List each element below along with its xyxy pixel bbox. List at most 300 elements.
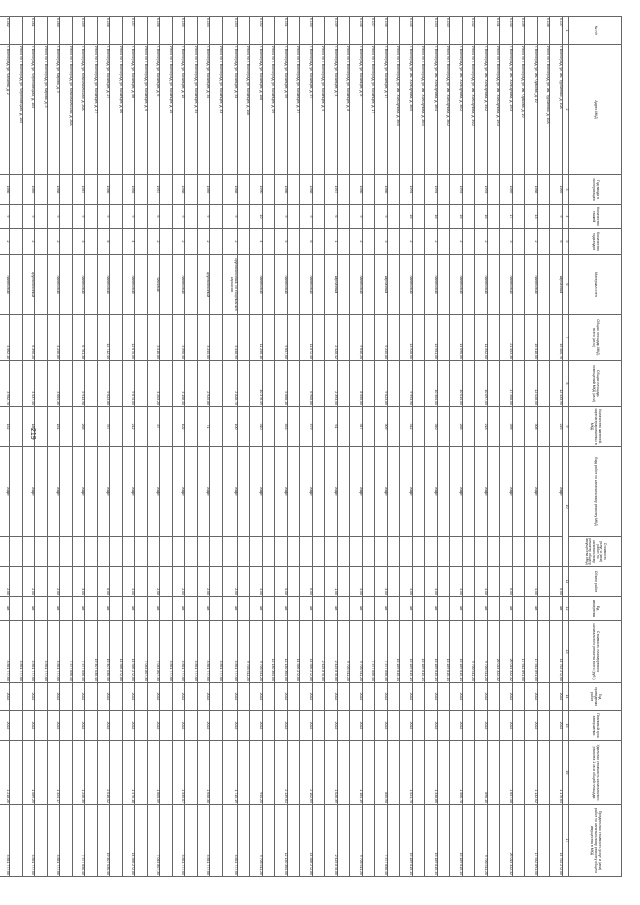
cell-ta [110,315,123,361]
cell-cost: 9 705 511,20 [338,621,351,683]
cell-yr [35,683,48,711]
cell-max: 9 700 511,20 [475,805,488,877]
cell-res: 181 [48,407,61,447]
cell-year [238,175,251,205]
cell-ta [185,315,198,361]
cell-yr: 2022 [475,683,488,711]
cell-la [438,361,451,407]
cell-fl [210,205,223,229]
cell-ent [538,229,551,255]
cell-vol: 6,00 [500,567,513,597]
cell-la: 2 828,70 [223,361,238,407]
cell-n [185,17,198,45]
cell-mat [10,255,23,315]
cell-spec: 1 338,86 [425,741,438,805]
cell-res [185,407,198,447]
cell-addr: Итого по г. Волгоград, ул. им. Турбинная, д. 10А [538,45,551,175]
cell-max [288,805,301,877]
cell-ta: 4 246,80 [48,315,61,361]
cell-ta: 6 761,38 [73,315,86,361]
cell-max: 7 377 656,40 [73,805,86,877]
table-row [98,17,111,877]
cell-end: 2022 [73,711,86,741]
cell-yr: 2022 [325,683,338,711]
cell-addr: Итого по г. Волгоград, ул. Качинцев, д. 33 [210,45,223,175]
cell-n [388,17,401,45]
table-row [48,17,61,877]
cell-empty [85,537,98,567]
cell-n [475,17,488,45]
cell-end: 2022 [550,711,563,741]
cell-fl [438,205,451,229]
cell-max [463,805,476,877]
cell-fl: 16 [475,205,488,229]
cell-fl [238,205,251,229]
cell-unit [185,597,198,621]
column-header: Стоимость планируемого капитального ремонта всего (руб.) [569,621,622,683]
cell-ta [135,315,148,361]
cell-mat: панельный [275,255,288,315]
cell-year: 1969 [550,175,563,205]
cell-end: 2022 [275,711,288,741]
cell-n: 6.142 [463,17,476,45]
cell-ent [463,229,476,255]
cell-empty [275,537,288,567]
cell-max [388,805,401,877]
cell-ta: 11 872,40 [300,315,313,361]
cell-empty [475,537,488,567]
cell-work: лифт [500,447,513,537]
cell-fl: 13 [525,205,538,229]
cell-ent [513,229,526,255]
cell-la: 10 404,00 [425,361,438,407]
column-number: 17 [563,805,569,877]
cell-empty [98,537,111,567]
cell-empty [525,537,538,567]
cell-spec: 1 657,58 [500,741,513,805]
cell-unit [10,597,23,621]
table-row [23,17,36,877]
cell-unit: шт. [450,597,463,621]
cell-addr: Итого по г. Волгоград, ул. им. Чуйкова, д. 10 [513,45,526,175]
cell-year [85,175,98,205]
cell-end [413,711,426,741]
cell-ent: 3 [375,229,388,255]
cell-ta: 3 245,00 [198,315,211,361]
cell-max [60,805,73,877]
cell-spec [110,741,123,805]
table-row [10,17,23,877]
cell-spec [85,741,98,805]
column-header: № п/п [569,17,622,45]
cell-n: 6.155 [173,17,186,45]
cell-res [363,407,376,447]
cell-ent: 2 [148,229,161,255]
cell-yr: 2022 [98,683,111,711]
cell-vol: 4,00 [425,567,438,597]
cell-ent: 2 [223,229,238,255]
cell-end: 2022 [223,711,238,741]
table-row [500,17,513,877]
cell-end [85,711,98,741]
cell-la [60,361,73,407]
cell-spec: 944,25 [250,741,263,805]
cell-cost: 7 377 656,40 [375,621,388,683]
column-header: Материал стен [569,255,622,315]
cell-work: лифт [73,447,86,537]
cell-vol: 4,00 [250,567,263,597]
cell-year: 1957 [148,175,161,205]
table-row [0,17,10,877]
cell-spec: 1 218,26 [0,741,10,805]
cell-empty [23,537,36,567]
cell-mat [463,255,476,315]
cell-fl [60,205,73,229]
cell-ent [210,229,223,255]
table-row [525,17,538,877]
cell-addr: Итого по г. Волгоград, ул. им. Хользунова, д. 34/2 [463,45,476,175]
cell-cost: 4 851 777,60 [160,621,173,683]
cell-work [363,447,376,537]
cell-empty [463,537,476,567]
cell-res [338,407,351,447]
cell-addr: Итого по г. Волгоград, ул. Качинцев, д. 27 [85,45,98,175]
cell-fl: 9 [275,205,288,229]
cell-n: 6.162 [0,17,10,45]
cell-max: 15 189 815,14 [425,805,438,877]
table-row [425,17,438,877]
cell-spec [338,741,351,805]
cell-work [388,447,401,537]
cell-unit: шт. [48,597,61,621]
cell-max: 14 752 272,00 [550,805,563,877]
cell-addr: Итого по г. Волгоград, ул. им. Хользунова, д. 19/3 [488,45,501,175]
cell-res: 479 [300,407,313,447]
cell-ent: 2 [173,229,186,255]
cell-max [160,805,173,877]
cell-res: 309 [375,407,388,447]
cell-spec: 855,90 [375,741,388,805]
cell-unit [388,597,401,621]
table-row [375,17,388,877]
cell-vol [85,567,98,597]
column-number: 5 [563,229,569,255]
cell-ent: 4 [123,229,136,255]
cell-vol: 4,00 [450,567,463,597]
cell-work: лифт [375,447,388,537]
cell-n: 6.144 [425,17,438,45]
cell-vol: 2,00 [148,567,161,597]
cell-res: 71 [198,407,211,447]
cell-yr: 2022 [198,683,211,711]
cell-unit [35,597,48,621]
cell-mat [513,255,526,315]
cell-n [288,17,301,45]
cell-n: 6.152 [250,17,263,45]
cell-unit [238,597,251,621]
cell-empty [338,537,351,567]
cell-vol: 2,00 [173,567,186,597]
cell-res: 102 [173,407,186,447]
cell-max: 19 407 030,40 [98,805,111,877]
cell-n [263,17,276,45]
cell-cost: 26 014 322,32 [488,621,501,683]
cell-ent [60,229,73,255]
cell-max [488,805,501,877]
cell-addr: Итого по г. Волгоград, ул. им. Хользунова, д. 36/4 [413,45,426,175]
cell-unit: шт. [300,597,313,621]
cell-cost: 4 851 777,60 [210,621,223,683]
column-header: Адрес МКД [569,45,622,175]
cell-vol: 3,00 [375,567,388,597]
cell-yr: 2022 [375,683,388,711]
cell-addr: г. Волгоград, ул. Качинцев, д. 34 [198,45,211,175]
cell-spec: 1 324,17 [48,741,61,805]
table-row [223,17,238,877]
cell-work: лифт [325,447,338,537]
cell-yr [263,683,276,711]
cell-la: 17 400,00 [500,361,513,407]
cell-vol [160,567,173,597]
table-row [313,17,326,877]
column-header: Объем работ [569,567,622,597]
cell-vol: 8,00 [98,567,111,597]
cell-max [263,805,276,877]
cell-max [413,805,426,877]
cell-mat: панельный [400,255,413,315]
cell-ent [313,229,326,255]
cell-ta [488,315,501,361]
cell-la [463,361,476,407]
cell-la: 12 028,00 [525,361,538,407]
cell-res: 453 [275,407,288,447]
cell-ta [210,315,223,361]
table-row [338,17,351,877]
cell-ta: 12 670,00 [123,315,136,361]
cell-cost: 7 377 656,40 [73,621,86,683]
cell-res: 312 [400,407,413,447]
cell-spec: 896,15 [475,741,488,805]
table-row [550,17,563,877]
cell-spec [538,741,551,805]
cell-end [210,711,223,741]
cell-yr: 2022 [525,683,538,711]
cell-end [135,711,148,741]
cell-year: 1989 [198,175,211,205]
cell-mat: кирпичный [375,255,388,315]
cell-yr: 2022 [300,683,313,711]
cell-cost: 4 851 777,60 [35,621,48,683]
cell-end: 2022 [350,711,363,741]
cell-n: 6.147 [363,17,376,45]
cell-n: 6.158 [98,17,111,45]
cell-yr [60,683,73,711]
cell-addr: г. Волгоград, ул. им. Турбинная, д. 10А [550,45,563,175]
cell-empty [198,537,211,567]
cell-vol [313,567,326,597]
cell-empty [35,537,48,567]
cell-cost: 15 189 815,14 [438,621,451,683]
cell-res [438,407,451,447]
cell-end [185,711,198,741]
cell-n [450,17,463,45]
table-row [413,17,426,877]
cell-yr: 2022 [173,683,186,711]
cell-unit: шт. [275,597,288,621]
table-row [123,17,136,877]
cell-vol: 6,00 [550,567,563,597]
cell-ta: 3 590,40 [173,315,186,361]
cell-work [210,447,223,537]
cell-work: лифт [223,447,238,537]
cell-empty [538,537,551,567]
cell-vol [10,567,23,597]
cell-yr: 2022 [500,683,513,711]
cell-addr: г. Волгоград, ул. им. Хользунова, д. 19/3 [500,45,513,175]
cell-ta [463,315,476,361]
cell-end [513,711,526,741]
cell-ta [388,315,401,361]
cell-yr: 2022 [275,683,288,711]
cell-yr [160,683,173,711]
cell-end [388,711,401,741]
cell-max [10,805,23,877]
cell-res [160,407,173,447]
cell-fl [413,205,426,229]
column-header: Общая площадь МКД, всего (кв.м) [569,315,622,361]
cell-work [85,447,98,537]
cell-end: 2022 [0,711,10,741]
cell-yr [313,683,326,711]
cell-unit: шт. [198,597,211,621]
cell-fl: 10 [250,205,263,229]
cell-ta [413,315,426,361]
cell-work: лифт [23,447,36,537]
cell-ent: 3 [500,229,513,255]
cell-ta: 9 640,20 [350,315,363,361]
cell-end [363,711,376,741]
cell-addr: г. Волгоград, ул. Качинцев, д. 33 [223,45,238,175]
cell-mat: панельный [123,255,136,315]
cell-empty [513,537,526,567]
cell-res [388,407,401,447]
cell-empty [488,537,501,567]
cell-ent [135,229,148,255]
table-row [438,17,451,877]
cell-cost: 4 851 777,60 [10,621,23,683]
cell-unit: шт. [325,597,338,621]
cell-yr: 2022 [400,683,413,711]
cell-work: лифт [250,447,263,537]
cell-la [210,361,223,407]
cell-end: 2022 [450,711,463,741]
cell-max: 4 851 777,60 [0,805,10,877]
cell-n [238,17,251,45]
column-number: 7 [563,315,569,361]
cell-year: 1989 [23,175,36,205]
cell-addr: Итого по г. Волгоград, ул. Кирова, д. 3 [35,45,48,175]
cell-ta [313,315,326,361]
cell-year: 1957 [325,175,338,205]
cell-empty [60,537,73,567]
cell-n: 6.156 [148,17,161,45]
cell-ent [238,229,251,255]
cell-mat [538,255,551,315]
cell-end: 2022 [425,711,438,741]
cell-vol [60,567,73,597]
cell-cost: 15 189 815,14 [388,621,401,683]
cell-fl [35,205,48,229]
cell-res [35,407,48,447]
cell-mat [110,255,123,315]
cell-n: 6.150 [300,17,313,45]
cell-res [10,407,23,447]
cell-mat: крупноблочный, со сборным ж/б каркасом [223,255,238,315]
cell-res [263,407,276,447]
cell-max [363,805,376,877]
cell-end: 2022 [198,711,211,741]
cell-fl: 9 [98,205,111,229]
cell-year: 1986 [98,175,111,205]
cell-cost: 7 377 656,40 [363,621,376,683]
cell-empty [135,537,148,567]
cell-addr: Итого по г. Волгоград, ул. Качинцев, д. 37 [288,45,301,175]
cell-unit: шт. [500,597,513,621]
table-row [400,17,413,877]
cell-empty [300,537,313,567]
cell-yr [135,683,148,711]
cell-res: 340 [425,407,438,447]
cell-addr: Итого по г. Волгоград, ул. Качинцев, д. 4 [313,45,326,175]
cell-la [185,361,198,407]
cell-work [463,447,476,537]
cell-mat: панельный [98,255,111,315]
cell-n: 6.143 [438,17,451,45]
cell-la: 5 913,98 [73,361,86,407]
cell-spec [60,741,73,805]
cell-ent [338,229,351,255]
cell-work: лифт [198,447,211,537]
cell-unit: шт. [223,597,238,621]
cell-fl [263,205,276,229]
cell-end [263,711,276,741]
cell-fl [338,205,351,229]
cell-work: лифт [0,447,10,537]
cell-cost: 2 425 878,80 [313,621,326,683]
cell-end: 2022 [23,711,36,741]
cell-cost: 4 851 777,60 [185,621,198,683]
cell-ent: 5 [275,229,288,255]
cell-cost: 19 407 030,40 [85,621,98,683]
cell-work [60,447,73,537]
cell-end: 2022 [98,711,111,741]
cell-ent: 6 [550,229,563,255]
cell-empty [363,537,376,567]
cell-fl: 9 [350,205,363,229]
cell-end [60,711,73,741]
cell-unit [413,597,426,621]
cell-res [135,407,148,447]
cell-spec: 1 545,07 [173,741,186,805]
cell-cost: 7 044 807,35 [148,621,161,683]
cell-unit: шт. [250,597,263,621]
cell-la: 8 555,00 [350,361,363,407]
column-number: 2 [563,45,569,175]
cell-empty [500,537,513,567]
table-row [173,17,186,877]
cell-mat [85,255,98,315]
cell-year: 1994 [400,175,413,205]
